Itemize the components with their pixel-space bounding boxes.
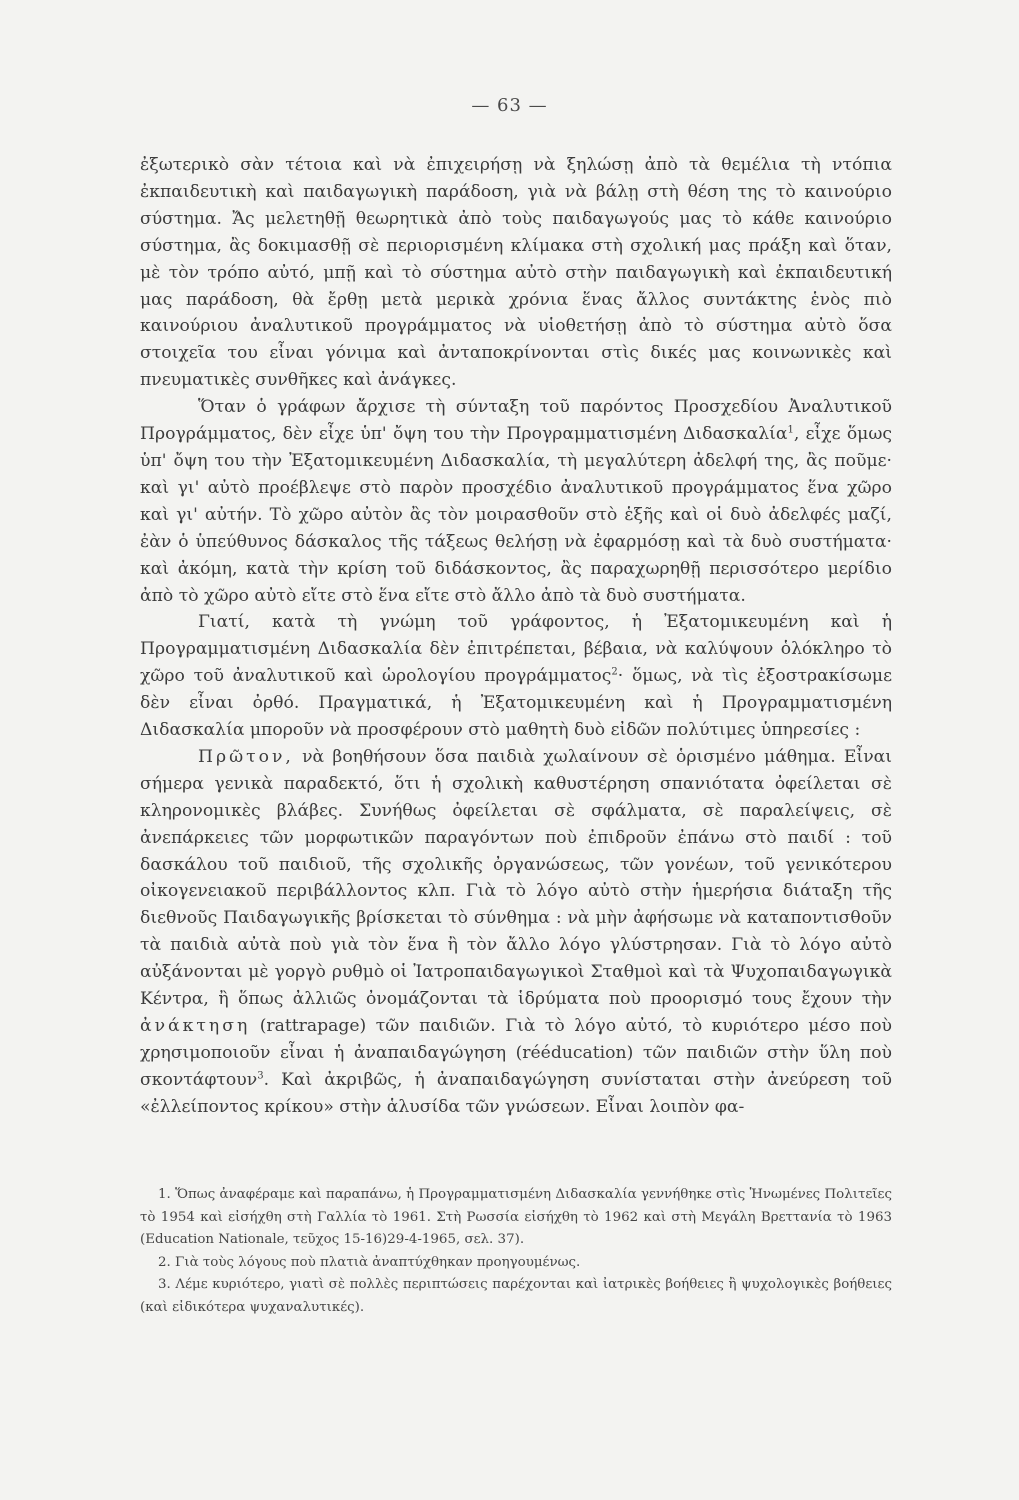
paragraph-3-text-b: · ὅμως, νὰ τὶς ἐξοστρακίσωμε δὲν εἶναι ὀρθό. Πραγματικά, ἡ Ἐξατομικευμένη καὶ ἡ Προγραμματισμένη Διδασκαλία μποροῦν νὰ προσφέρουν στὸ μαθητὴ δυὸ εἰδῶν πολύτιμες ὑπηρεσίες : [140,666,892,741]
body-text [140,152,892,1121]
paragraph-4 [140,744,892,1121]
footnote-ref-3[interactable]: 3 [257,1070,264,1082]
paragraph-4-text-a: νὰ βοηθήσουν ὅσα παιδιὰ χωλαίνουν σὲ ὁρισμένο μάθημα. Εἶναι σήμερα γενικὰ παραδεκτό, ὅτι ἡ σχολικὴ καθυστέρηση σπανιότατα ὀφείλεται σὲ κληρονομικὲς βλάβες. Συνήθως ὀφείλεται σὲ σφάλματα, σὲ παραλείψεις, σὲ ἀνεπάρκειες τῶν μορφωτικῶν παραγόντων ποὺ ἐπιδροῦν ἐπάνω στὸ παιδί : τοῦ δασκάλου τοῦ παιδιοῦ, τῆς σχολικῆς ὀργανώσεως, τῶν γονέων, τοῦ γενικότερου οἰκογενειακοῦ περιβάλλοντος κλπ. Γιὰ τὸ λόγο αὐτὸ στὴν ἡμερήσια διάταξη τῆς διεθνοῦς Παιδαγωγικῆς βρίσκεται τὸ σύνθημα : νὰ μὴν ἀφήσωμε νὰ καταποντισθοῦν τὰ παιδιὰ αὐτὰ ποὺ γιὰ τὸν ἕνα ἢ τὸν ἄλλο λόγο γλύστρησαν. Γιὰ τὸ λόγο αὐτὸ αὐξάνονται μὲ γοργὸ ρυθμὸ οἱ Ἰατροπαιδαγωγικοὶ Σταθμοὶ καὶ τὰ Ψυχοπαιδαγωγικὰ Κέντρα, ἢ ὅπως ἀλλιῶς ὀνομάζονται τὰ ἱδρύματα ποὺ προορισμό τους ἔχουν τὴν [140,746,892,1010]
footnote-ref-2[interactable]: 2 [611,666,618,678]
paragraph-2-text-b: , εἶχε ὅμως ὑπ' ὄψη του τὴν Ἐξατομικευμένη Διδασκαλία, τὴ μεγαλύτερη ἀδελφή της, ἂς ποῦμε· καὶ γι' αὐτὸ προέβλεψε στὸ παρὸν προσχέδιο ἀναλυτικοῦ προγράμματος ἕνα χῶρο καὶ γι' αὐτήν. Τὸ χῶρο αὐτὸν ἂς τὸν μοιρασθοῦν στὸ ἑξῆς καὶ οἱ δυὸ ἀδελφές μαζί, ἐὰν ὁ ὑπεύθυνος δάσκαλος τῆς τάξεως θελήσῃ νὰ ἐφαρμόσῃ καὶ τὰ δυὸ συστήματα· καὶ ἀκόμη, κατὰ τὴν κρίση τοῦ διδάσκοντος, ἂς παραχωρηθῇ περισσότερο μερίδιο ἀπὸ τὸ χῶρο αὐτὸ εἴτε στὸ ἕνα εἴτε στὸ ἄλλο ἀπὸ τὰ δυὸ συστήματα. [140,424,892,606]
footnote-2: 2. Γιὰ τοὺς λόγους ποὺ πλατιὰ ἀναπτύχθηκαν προηγουμένως. [158,1254,581,1270]
paragraph-2-text-a: Ὅταν ὁ γράφων ἄρχισε τὴ σύνταξη τοῦ παρόντος Προσχεδίου Ἀναλυτικοῦ Προγράμματος, δὲν εἶχε ὑπ' ὄψη του τὴν Προγραμματισμένη Διδασκαλία [140,397,892,445]
paragraph-4-text-c: . Καὶ ἀκριβῶς, ἡ ἀναπαιδαγώγηση συνίσταται στὴν ἀνεύρεση τοῦ «ἐλλείποντος κρίκου» στὴν ἁλυσίδα τῶν γνώσεων. Εἶναι λοιπὸν φα- [140,1069,892,1117]
paragraph-2 [140,394,892,609]
paragraph-4-lead: Πρῶτον, [198,746,294,767]
footnotes [140,1184,892,1319]
paragraph-1: ἐξωτερικὸ σὰν τέτοια καὶ νὰ ἐπιχειρήσῃ νὰ ξηλώσῃ ἀπὸ τὰ θεμέλια τὴ ντόπια ἐκπαιδευτικὴ καὶ παιδαγωγικὴ παράδοση, γιὰ νὰ βάλῃ στὴ θέση της τὸ καινούριο σύστημα. Ἄς μελετηθῇ θεωρητικὰ ἀπὸ τοὺς παιδαγωγούς μας τὸ κάθε καινούριο σύστημα, ἂς δοκιμασθῇ σὲ περιορισμένη κλίμακα στὴ σχολική μας πράξη καὶ ὅταν, μὲ τὸν τρόπο αὐτό, μπῇ καὶ τὸ σύστημα αὐτὸ στὴν παιδαγωγικὴ καὶ ἐκπαιδευτική μας παράδοση, θὰ ἔρθῃ μετὰ μερικὰ χρόνια ἕνας ἄλλος συντάκτης ἑνὸς πιὸ καινούριου ἀναλυτικοῦ προγράμματος νὰ υἱοθετήσῃ ἀπὸ τὸ σύστημα αὐτὸ ὅσα στοιχεῖα του εἶναι γόνιμα καὶ ἀνταποκρίνονται στὶς δικές μας κοινωνικὲς καὶ πνευματικὲς συνθῆκες καὶ ἀνάγκες. [140,155,892,391]
paragraph-4-spaced-term: ἀνάκτηση [140,1016,251,1036]
footnote-3: 3. Λέμε κυριότερο, γιατὶ σὲ πολλὲς περιπτώσεις παρέχονται καὶ ἰατρικὲς βοήθειες ἢ ψυχολογικὲς βοήθειες (καὶ εἰδικότερα ψυχαναλυτικές). [140,1277,892,1315]
paragraph-3 [140,609,892,744]
footnote-ref-1[interactable]: 1 [787,424,794,436]
page-number: — 63 — [471,95,548,116]
paragraph-4-text-b: (rattrapage) τῶν παιδιῶν. Γιὰ τὸ λόγο αὐτό, τὸ κυριότερο μέσο ποὺ χρησιμοποιοῦν εἶναι ἡ ἀναπαιδαγώγηση (rééducation) τῶν παιδιῶν στὴν ὕλη ποὺ σκοντάφτουν [140,1016,892,1090]
paragraph-3-text-a: Γιατί, κατὰ τὴ γνώμη τοῦ γράφοντος, ἡ Ἐξατομικευμένη καὶ ἡ Προγραμματισμένη Διδασκαλία δὲν ἐπιτρέπεται, βέβαια, νὰ καλύψουν ὁλόκληρο τὸ χῶρο τοῦ ἀναλυτικοῦ καὶ ὡρολογίου προγράμματος [140,612,892,687]
footnote-1: 1. Ὅπως ἀναφέραμε καὶ παραπάνω, ἡ Προγραμματισμένη Διδασκαλία γεννήθηκε στὶς Ἡνωμένες Πολιτεῖες τὸ 1954 καὶ εἰσήχθη στὴ Γαλλία τὸ 1961. Στὴ Ρωσσία εἰσήχθη τὸ 1962 καὶ στὴ Μεγάλη Βρεττανία τὸ 1963 (Education Nationale, τεῦχος 15-16)29-4-1965, σελ. 37). [140,1187,892,1247]
